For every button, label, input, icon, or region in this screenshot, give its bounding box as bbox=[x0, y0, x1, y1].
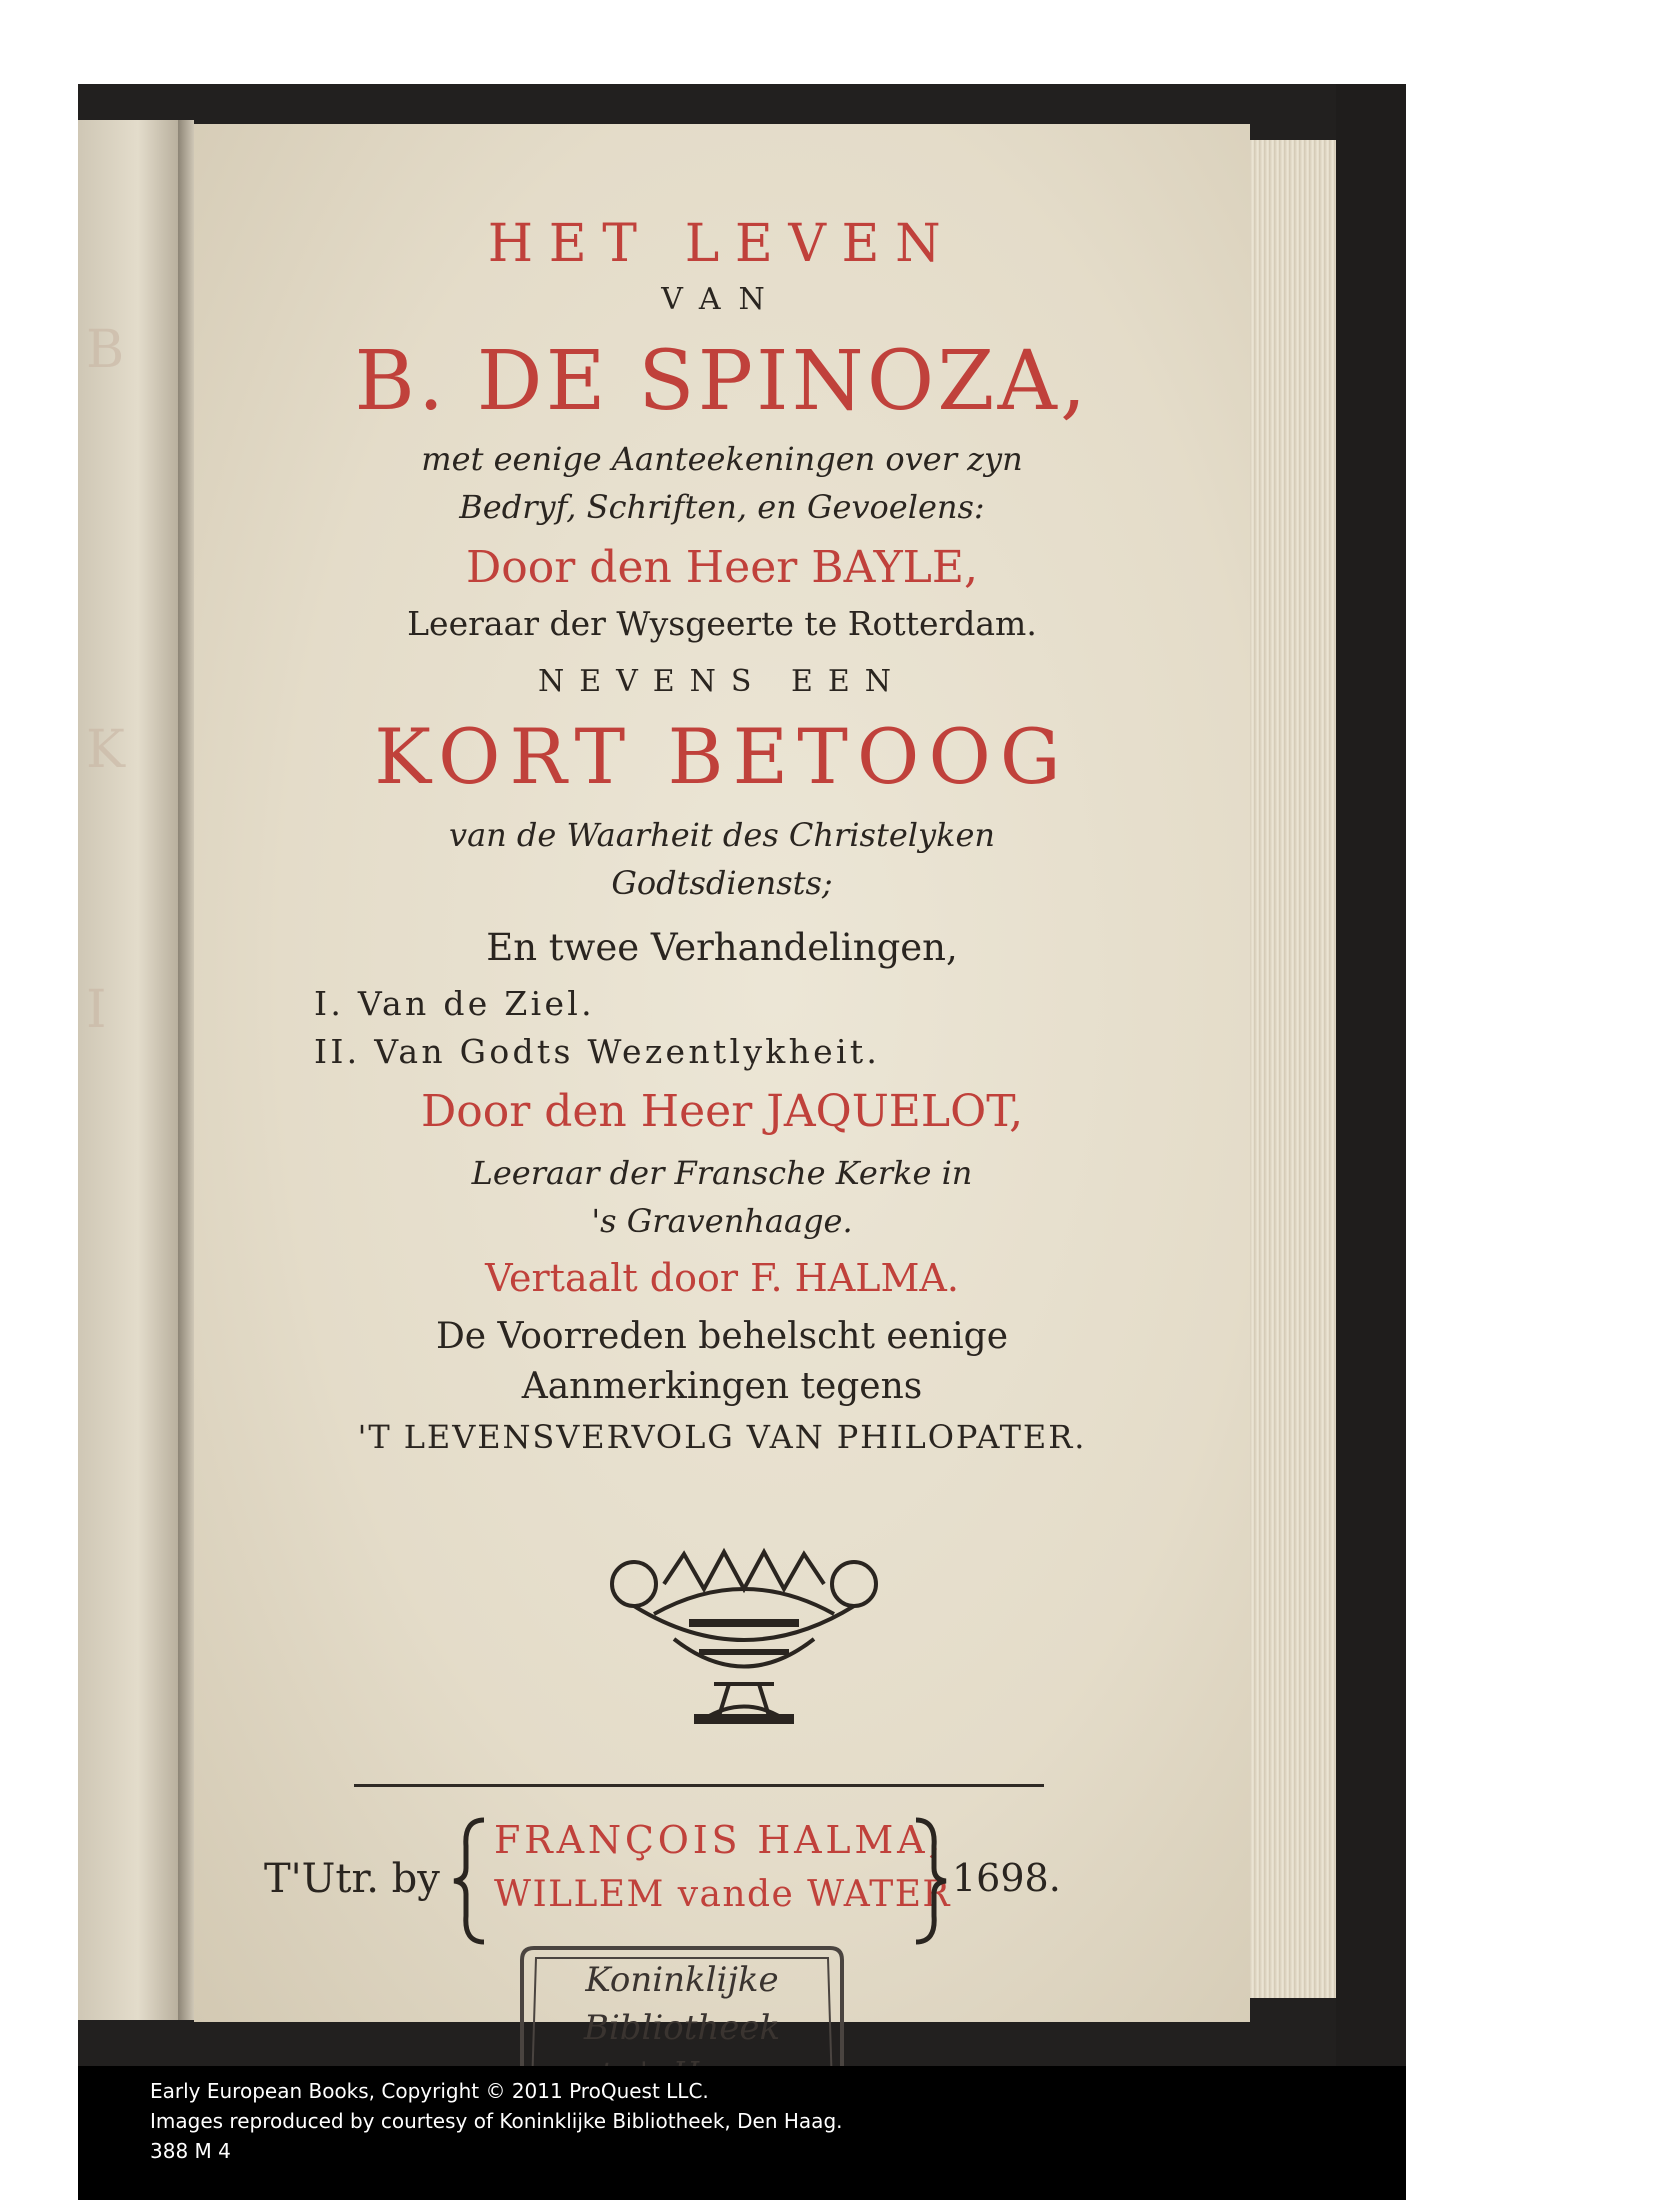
right-brace bbox=[910, 1816, 950, 1946]
footer-line-3: 388 M 4 bbox=[150, 2139, 231, 2163]
author-bayle-role: Leeraar der Wysgeerte te Rotterdam. bbox=[407, 604, 1037, 643]
show-through-letter: K bbox=[86, 720, 125, 780]
preface-line-3: 'T LEVENSVERVOLG VAN PHILOPATER. bbox=[357, 1418, 1087, 1456]
nevens-een: NEVENS EEN bbox=[537, 664, 907, 699]
treatise-1: I. Van de Ziel. bbox=[314, 984, 595, 1023]
stamp-line-2: Bibliotheek bbox=[583, 2008, 781, 2048]
scan-background bbox=[1336, 84, 1406, 2066]
imprint-publisher-2: WILLEM vande WATER bbox=[494, 1874, 951, 1915]
left-brace bbox=[450, 1816, 490, 1946]
horizontal-rule bbox=[354, 1784, 1044, 1787]
treatises-intro: En twee Verhandelingen, bbox=[486, 926, 958, 969]
subtitle-line-2: Bedryf, Schriften, en Gevoelens: bbox=[459, 488, 985, 526]
scanned-book-spread bbox=[78, 84, 1406, 2066]
footer-line-1: Early European Books, Copyright © 2011 ProQuest LLC. bbox=[150, 2079, 709, 2103]
title-page bbox=[194, 124, 1250, 2048]
imprint-publisher-1: FRANÇOIS HALMA, bbox=[494, 1818, 945, 1862]
title-line-3: B. DE SPINOZA, bbox=[354, 334, 1090, 429]
stamp-line-1: Koninklijke bbox=[585, 1960, 779, 2000]
show-through-letter: I bbox=[86, 980, 107, 1040]
betoog-line-2: Godtsdiensts; bbox=[611, 864, 833, 902]
show-through-letter: B bbox=[86, 320, 125, 380]
preface-line-2: Aanmerkingen tegens bbox=[521, 1366, 923, 1407]
copyright-footer bbox=[78, 2066, 1406, 2200]
facing-page-fragment bbox=[78, 120, 178, 2020]
book-gutter bbox=[178, 120, 194, 2020]
author-jaquelot-role-1: Leeraar der Fransche Kerke in bbox=[471, 1154, 973, 1192]
author-jaquelot-line: Door den Heer JAQUELOT, bbox=[420, 1086, 1024, 1137]
imprint-year: 1698. bbox=[952, 1856, 1061, 1900]
title-line-2: VAN bbox=[661, 282, 783, 317]
treatise-2: II. Van Godts Wezentlykheit. bbox=[314, 1032, 881, 1071]
translator-line: Vertaalt door F. HALMA. bbox=[485, 1256, 959, 1300]
flower-basket-ornament bbox=[594, 1544, 894, 1734]
preface-line-1: De Voorreden behelscht eenige bbox=[435, 1316, 1009, 1357]
imprint bbox=[194, 1804, 1250, 1954]
author-jaquelot-role-2: 's Gravenhaage. bbox=[591, 1202, 853, 1240]
betoog-line-1: van de Waarheit des Christelyken bbox=[448, 816, 995, 854]
subtitle-line-1: met eenige Aanteekeningen over zyn bbox=[421, 440, 1023, 478]
author-bayle-line: Door den Heer BAYLE, bbox=[466, 542, 978, 593]
imprint-place: T'Utr. by bbox=[264, 1856, 440, 1902]
kort-betoog-heading: KORT BETOOG bbox=[374, 712, 1070, 801]
title-line-1: HET LEVEN bbox=[487, 214, 957, 274]
footer-line-2: Images reproduced by courtesy of Koninklijke Bibliotheek, Den Haag. bbox=[150, 2109, 843, 2133]
